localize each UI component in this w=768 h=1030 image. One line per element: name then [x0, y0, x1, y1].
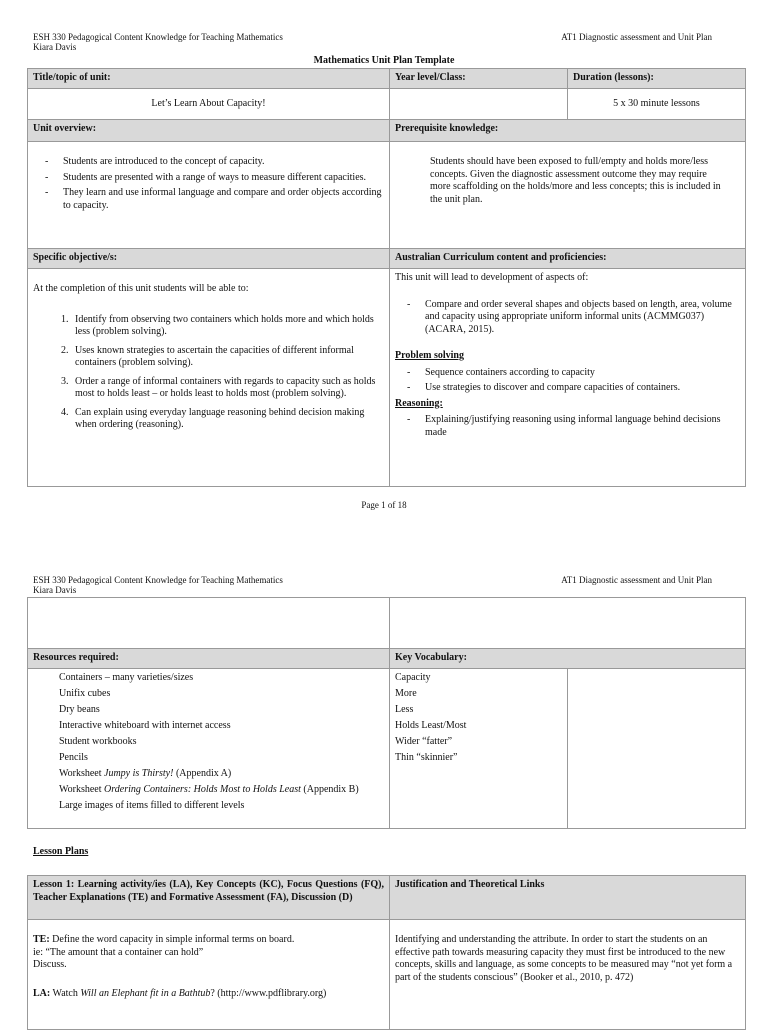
problem-solving-item: - Use strategies to discover and compare capacities of containers. — [395, 382, 735, 395]
specific-objectives-label: Specific objective/s: — [28, 249, 390, 269]
resources-list — [28, 669, 390, 829]
unit-plan-table — [27, 68, 746, 487]
worksheet-b-prefix: Worksheet — [59, 784, 105, 795]
resource-item-worksheet-a — [33, 766, 371, 782]
lesson-plans-heading: Lesson Plans — [33, 846, 89, 857]
teacher-explanation — [33, 934, 384, 947]
page1-header-author: Kiara Davis — [33, 42, 77, 52]
lesson1-justification — [390, 920, 746, 1030]
objective-item: 1. Identify from observing two containers which holds more and which holds less (problem solving). — [71, 314, 384, 339]
objectives-content — [28, 269, 390, 487]
continued-blank-cell — [390, 598, 746, 649]
objective-item: 3. Order a range of informal containers with regards to capacity such as holds most to holds least – or holds least to holds most (problem solving). — [71, 376, 384, 401]
resources-table — [27, 597, 746, 829]
page2-header-author: Kiara Davis — [33, 585, 77, 595]
page1-header-course-line: ESH 330 Pedagogical Content Knowledge for Teaching Mathematics — [33, 32, 283, 42]
page1-header-course — [33, 32, 283, 52]
problem-solving-item: - Sequence containers according to capacity — [395, 367, 735, 380]
continued-blank-cell — [28, 598, 390, 649]
vocab-item: Less — [395, 704, 414, 715]
duration-label: Duration (lessons): — [568, 69, 746, 89]
objective-item: 4. Can explain using everyday language reasoning behind decision making when ordering (reasoning). — [71, 407, 384, 432]
curriculum-item: - Compare and order several shapes and objects based on length, area, volume and capacity using appropriate uniform informal units (ACMMG037) (ACARA, 2015). — [395, 299, 735, 337]
resource-item: Dry beans — [59, 704, 100, 715]
page2-header-assessment: AT1 Diagnostic assessment and Unit Plan — [561, 575, 712, 585]
overview-item: - Students are introduced to the concept of capacity. — [33, 156, 384, 169]
la-suffix: ? (http://www.pdflibrary.org) — [210, 987, 327, 999]
prerequisite-content — [390, 142, 746, 249]
prerequisite-text: Students should have been exposed to full/empty and holds more/less concepts. Given the diagnostic assessment outcome they may require more scaffolding on the holds/more and less concepts; this is included in the unit plan. — [430, 156, 721, 205]
key-vocabulary-list — [390, 669, 568, 829]
worksheet-a-title: Jumpy is Thirsty! — [104, 768, 174, 779]
objective-item: 2. Uses known strategies to ascertain the capacities of different informal containers (problem solving). — [71, 345, 384, 370]
worksheet-b-title: Ordering Containers: Holds Most to Holds Least — [104, 784, 301, 795]
vocab-item: Holds Least/Most — [395, 720, 467, 731]
worksheet-a-prefix: Worksheet — [59, 768, 105, 779]
curriculum-content — [390, 269, 746, 487]
objectives-intro: At the completion of this unit students will be able to: — [33, 283, 249, 294]
te-text: Define the word capacity in simple informal terms on board. — [49, 934, 295, 945]
la-video-title: Will an Elephant fit in a Bathtub — [80, 987, 211, 999]
resource-item: Pencils — [59, 752, 88, 763]
title-topic-label: Title/topic of unit: — [28, 69, 390, 89]
discuss-text: Discuss. — [33, 959, 67, 970]
vocab-item: More — [395, 688, 417, 699]
worksheet-b-suffix: (Appendix B) — [300, 784, 359, 795]
justification-label: Justification and Theoretical Links — [390, 876, 746, 920]
overview-item: - Students are presented with a range of ways to measure different capacities. — [33, 172, 384, 185]
page2-header-course — [33, 575, 283, 595]
learning-activity — [33, 988, 384, 1001]
overview-item: - They learn and use informal language and compare and order objects according to capacity. — [33, 187, 384, 212]
lesson1-activities — [28, 920, 390, 1030]
unit-title-value: Let’s Learn About Capacity! — [28, 89, 390, 120]
resource-item: Interactive whiteboard with internet access — [59, 720, 231, 731]
vocab-item: Wider “fatter” — [395, 736, 453, 747]
la-prefix: Watch — [50, 987, 81, 999]
unit-overview-content — [28, 142, 390, 249]
problem-solving-label: Problem solving — [395, 350, 464, 361]
page-number: Page 1 of 18 — [361, 500, 407, 510]
year-level-label: Year level/Class: — [390, 69, 568, 89]
resource-item: Student workbooks — [59, 736, 137, 747]
lesson1-label: Lesson 1: Learning activity/ies (LA), Key Concepts (KC), Focus Questions (FQ), Teacher Explanations (TE) and Formative Assessment (FA), Discussion (D) — [28, 876, 390, 920]
vocab-blank-cell — [568, 669, 746, 829]
unit-overview-label: Unit overview: — [28, 120, 390, 142]
resource-item: Containers – many varieties/sizes — [59, 672, 194, 683]
duration-value: 5 x 30 minute lessons — [568, 89, 746, 120]
te-label: TE: — [33, 934, 50, 945]
year-level-value — [390, 89, 568, 120]
page1-header-assessment: AT1 Diagnostic assessment and Unit Plan — [561, 32, 712, 42]
worksheet-a-suffix: (Appendix A) — [173, 768, 232, 779]
vocab-item: Thin “skinnier” — [395, 752, 458, 763]
justification-text: Identifying and understanding the attribute. In order to start the students on an effective path towards measuring capacity they must first be introduced to the new concepts, skills and language, as some concepts to be measured may “not yet form a part of the students conscious” (Booker et al., 2010, p. 472) — [395, 934, 733, 983]
lesson1-table — [27, 875, 746, 1030]
page2-header-course-line: ESH 330 Pedagogical Content Knowledge for Teaching Mathematics — [33, 575, 283, 585]
reasoning-label: Reasoning: — [395, 397, 443, 409]
la-label: LA: — [33, 987, 51, 999]
curriculum-intro: This unit will lead to development of aspects of: — [395, 272, 589, 283]
resource-item-worksheet-b — [33, 784, 371, 796]
prerequisite-label: Prerequisite knowledge: — [390, 120, 746, 142]
curriculum-label: Australian Curriculum content and proficiencies: — [390, 249, 746, 269]
document-title: Mathematics Unit Plan Template — [313, 55, 455, 66]
resources-label: Resources required: — [28, 649, 390, 669]
key-vocabulary-label: Key Vocabulary: — [390, 649, 746, 669]
resource-item: Unifix cubes — [59, 688, 111, 699]
vocab-item: Capacity — [395, 672, 431, 683]
ie-text: ie: “The amount that a container can hold” — [33, 946, 204, 958]
reasoning-item: - Explaining/justifying reasoning using informal language behind decisions made — [395, 414, 735, 439]
resource-item: Large images of items filled to different levels — [59, 800, 245, 811]
